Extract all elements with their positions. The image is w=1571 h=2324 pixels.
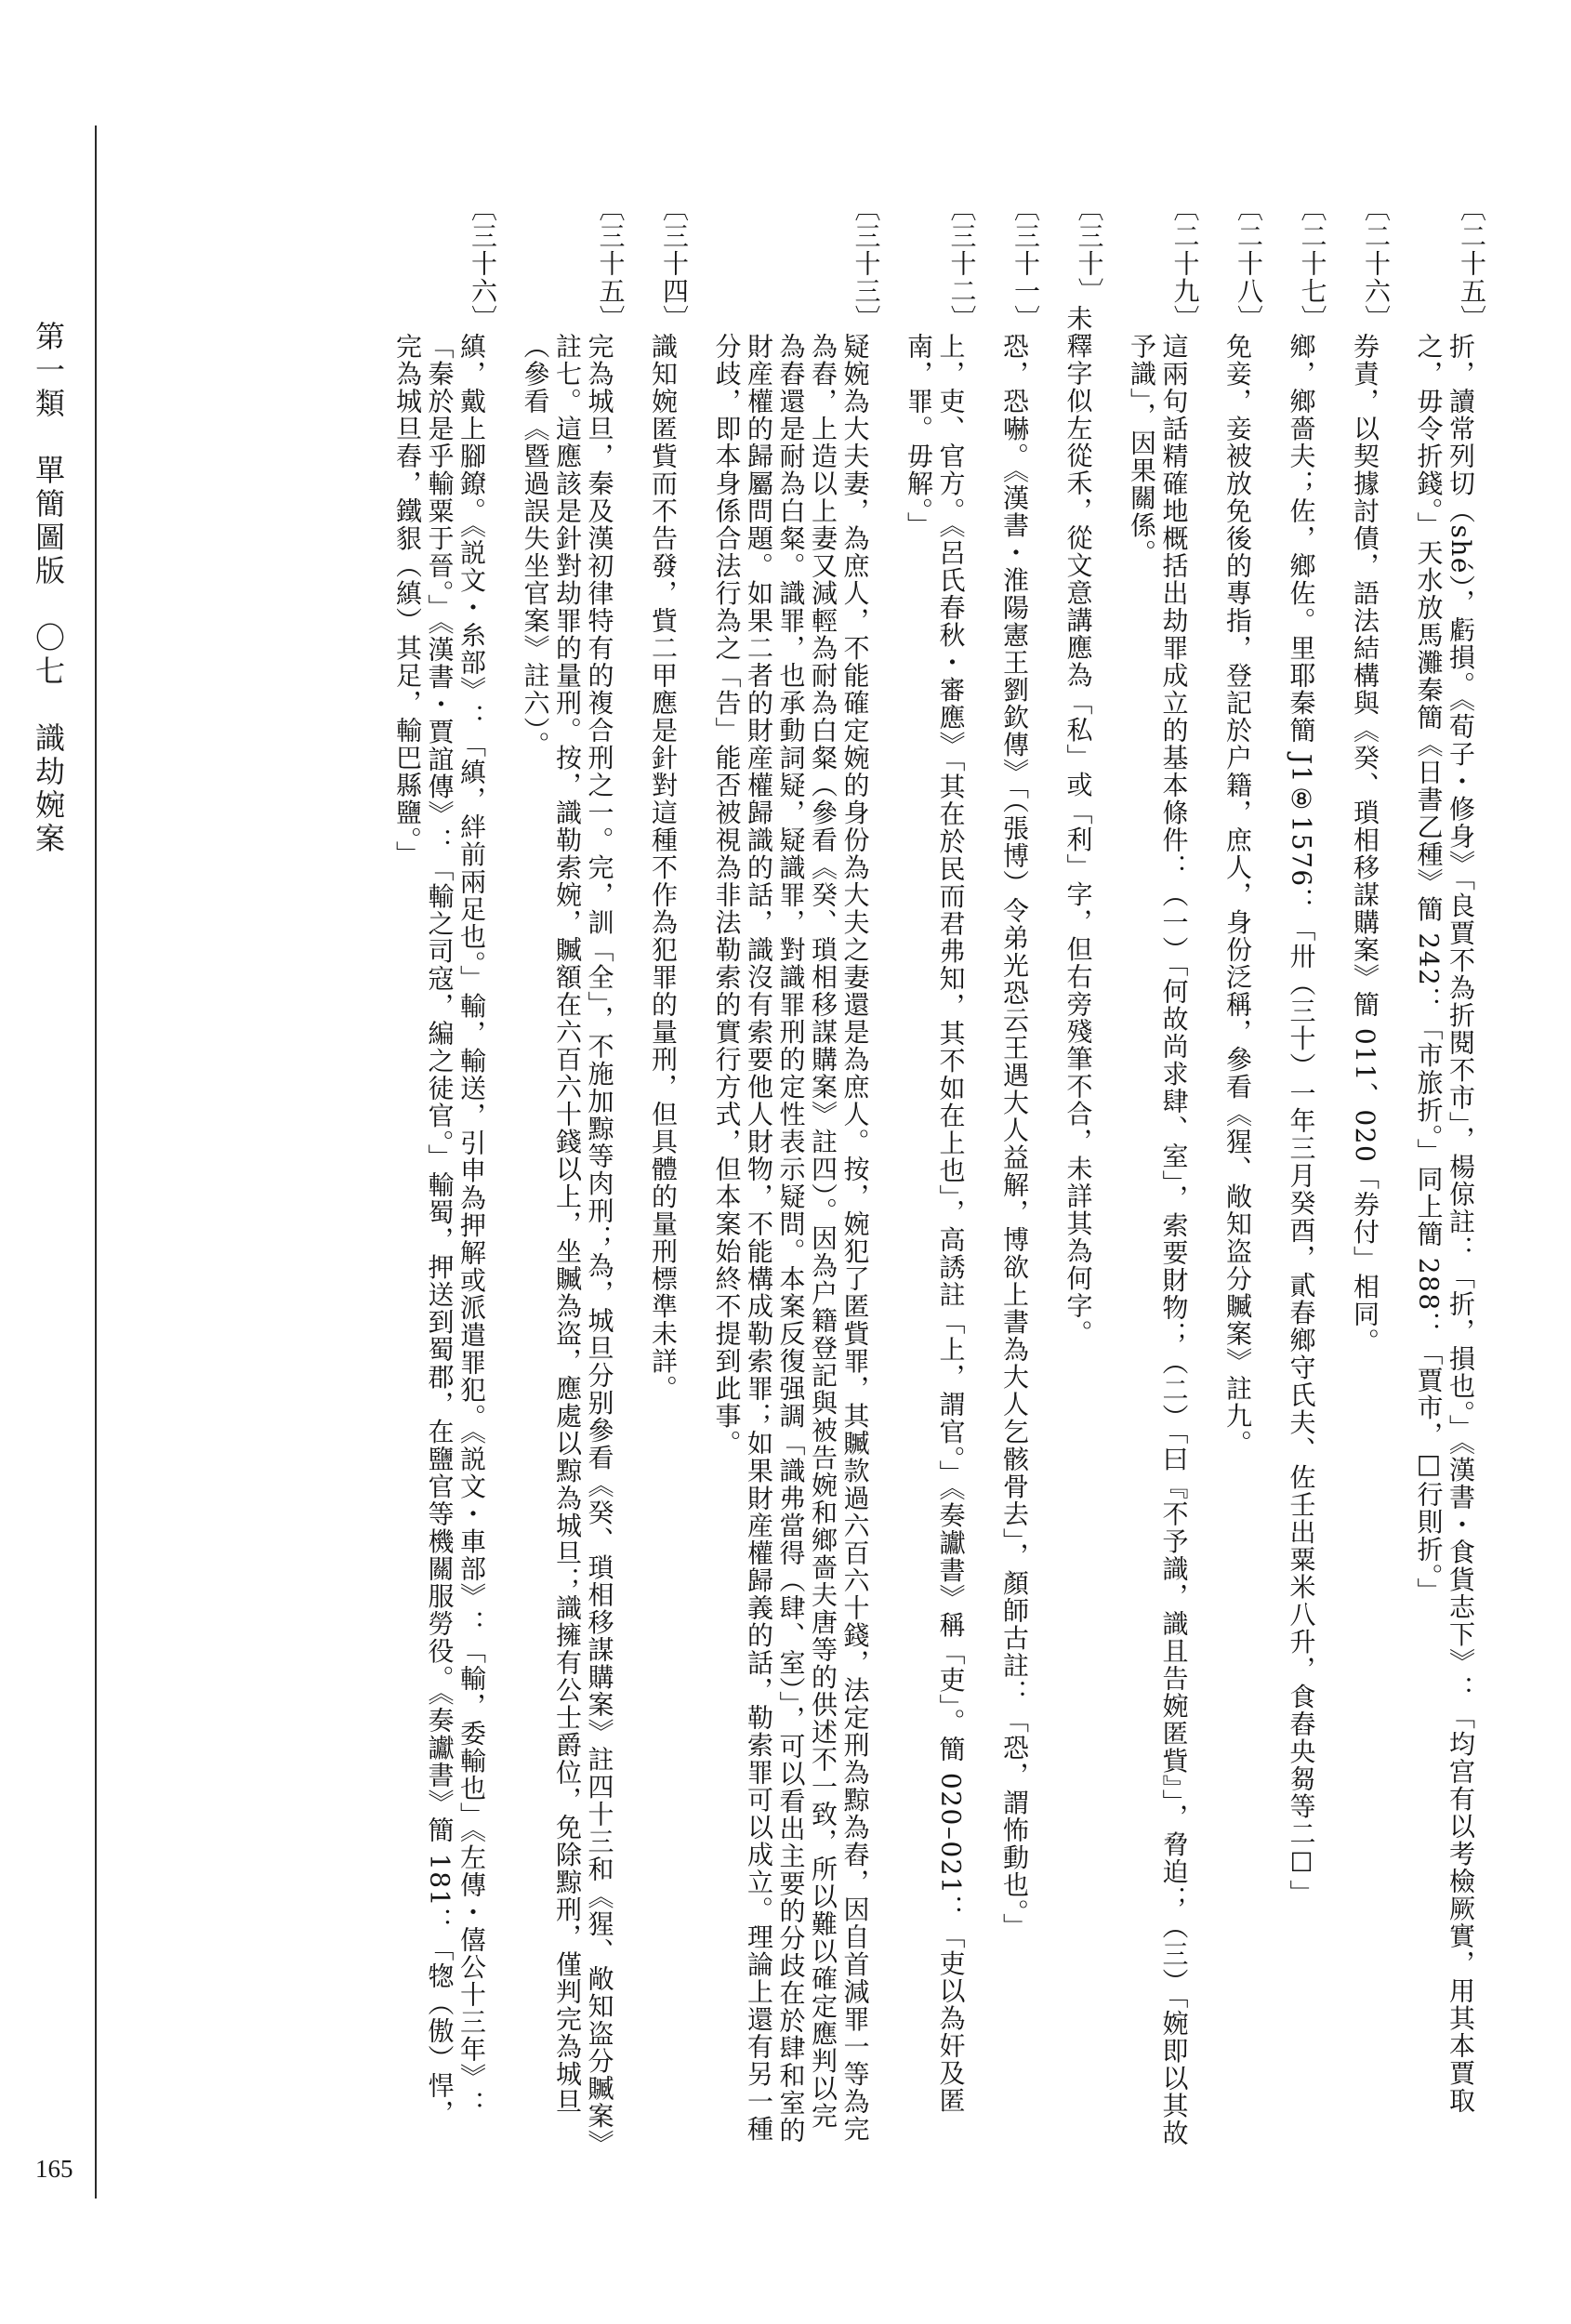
note-text: 縝，戴上腳鐐。《説文・糸部》：「縝，絆前兩足也。」輸，輸送，引申為押解或派遣罪犯。《説文・車部》：「輸，委輸也」《左傳・僖公十三年》：「秦於是乎輸粟于晉。」《漢書・賈誼傳》：「輸之司寇，編之徒官。」輸蜀，押送到蜀郡，在鹽官等機關服勞役。《奏讞書》簡 181：「㹅（傲）悍，完為城旦舂，鐵貇（縝）其足，輸巴縣鹽。」	[392, 332, 487, 2127]
note-number: 〔二十七〕	[1297, 195, 1328, 333]
note-27	[1285, 195, 1328, 2147]
note-30	[1062, 195, 1105, 2147]
note-text: 折，讀常列切（shé），虧損。《荀子・修身》「良賈不為折閱不市」，楊倞註：「折，損也。」《漢書・食貨志下》：「均宫有以考檢厥實，用其本賈取之，毋令折錢。」天水放馬灘秦簡《日書乙種》簡 242：「市旅折。」同上簡 288：「賈市，□行則折。」	[1413, 332, 1476, 2114]
note-25	[1412, 195, 1487, 2147]
header-text: 第一類 單簡圖版 〇七 識劫婉案	[31, 321, 66, 856]
note-number: 〔三十〕	[1074, 195, 1105, 305]
note-29	[1126, 195, 1201, 2147]
note-number: 〔二十六〕	[1361, 195, 1392, 333]
note-34	[647, 195, 691, 2147]
note-text: 恐，恐嚇。《漢書・淮陽憲王劉欽傳》「（張博）令弟光恐云王遇大人益解，博欲上書為大人乞骸骨去」，顏師古註：「恐，謂怖動也。」	[999, 332, 1030, 1940]
note-36	[391, 195, 499, 2147]
note-text: 疑婉為大夫妻，為庶人，不能確定婉的身份為大夫之妻還是為庶人。按，婉犯了匿貲罪，其贓款過六百六十錢，法定刑為黥為舂，因自首減罪一等為完為舂，上造以上妻又減輕為耐為白粲（參看《癸、瑣相移謀購案》註四）。因為户籍登記與被告婉和鄉嗇夫唐等的供述不一致，所以難以確定應判以完為舂還是耐為白粲。識罪，也承動詞疑，疑識罪，對識罪刑的定性表示疑問。本案反復强調「識弗當得（肆、室）」，可以看出主要的分歧在於肆和室的財産權的歸屬問題。如果二者的財産權歸識的話，識沒有索要他人財物，不能構成勒索罪；如果財産權歸義的話，勒索罪可以成立。理論上還有另一種分歧，即本身係合法行為之「告」能否被視為非法勒索的實行方式，但本案始終不提到此事。	[711, 332, 871, 2144]
note-text: 鄉，鄉嗇夫；佐，鄉佐。里耶秦簡 J1⑧1576：「卅（三十）一年三月癸酉，貳春鄉守氏夫、佐壬出粟米八升，食舂央芻等二☐」	[1286, 332, 1317, 1907]
note-number: 〔二十九〕	[1169, 195, 1201, 333]
note-number: 〔二十五〕	[1457, 195, 1487, 333]
note-number: 〔三十一〕	[1010, 195, 1041, 333]
note-35	[519, 195, 627, 2147]
note-text: 免妾，妾被放免後的專指，登記於户籍，庶人，身份泛稱，參看《猩、敞知盗分贓案》註九。	[1222, 332, 1253, 1457]
note-31	[998, 195, 1042, 2147]
running-header	[28, 321, 89, 971]
note-number: 〔三十三〕	[851, 195, 882, 333]
note-text: 未釋字似左從禾，從文意講應為「私」或「利」字，但右旁殘筆不合，未詳其為何字。	[1063, 305, 1094, 1347]
note-text: 識知婉匿貲而不告發，貲二甲應是針對這種不作為犯罪的量刑，但具體的量刑標準未詳。	[648, 332, 679, 1402]
note-26	[1349, 195, 1393, 2147]
note-33	[710, 195, 882, 2147]
note-text: 券責，以契據討債，語法結構與《癸、瑣相移謀購案》簡 011、020「券付」相同。	[1350, 332, 1380, 1355]
page-number: 165	[35, 2155, 73, 2183]
note-number: 〔三十五〕	[595, 195, 627, 333]
note-28	[1221, 195, 1265, 2147]
note-number: 〔三十四〕	[659, 195, 690, 333]
note-text: 完為城旦，秦及漢初律特有的複合刑之一。完，訓「全」，不施加黥等肉刑；為，城旦分别參看《癸、瑣相移謀購案》註四十三和《猩、敞知盗分贓案》註七。這應該是針對劫罪的量刑。按，識勒索婉，贓額在六百六十錢以上，坐贓為盗，應處以黥為城旦；識擁有公士爵位，免除黥刑，僅判完為城旦（參看《暨過誤失坐官案》註六）。	[520, 332, 615, 2144]
notes-area	[167, 195, 1487, 2147]
note-number: 〔三十六〕	[468, 195, 498, 333]
note-32	[903, 195, 978, 2147]
page-frame-line	[95, 125, 97, 2199]
note-text: 這兩句話精確地概括出劫罪成立的基本條件：（一）「何故尚求肆、室」，索要財物；（二）「曰『不予識，識且告婉匿貲』」，脅迫；（三）「婉即以其故予識」，因果關係。	[1127, 332, 1190, 2146]
note-number: 〔二十八〕	[1234, 195, 1264, 333]
note-number: 〔三十二〕	[946, 195, 978, 333]
note-text: 上，吏、官方。《呂氏春秋・審應》「其在於民而君弗知，其不如在上也」，高誘註「上，謂官。」《奏讞書》稱「吏」。簡 020–021：「吏以為奸及匿南，罪。毋解。」	[904, 332, 967, 2114]
